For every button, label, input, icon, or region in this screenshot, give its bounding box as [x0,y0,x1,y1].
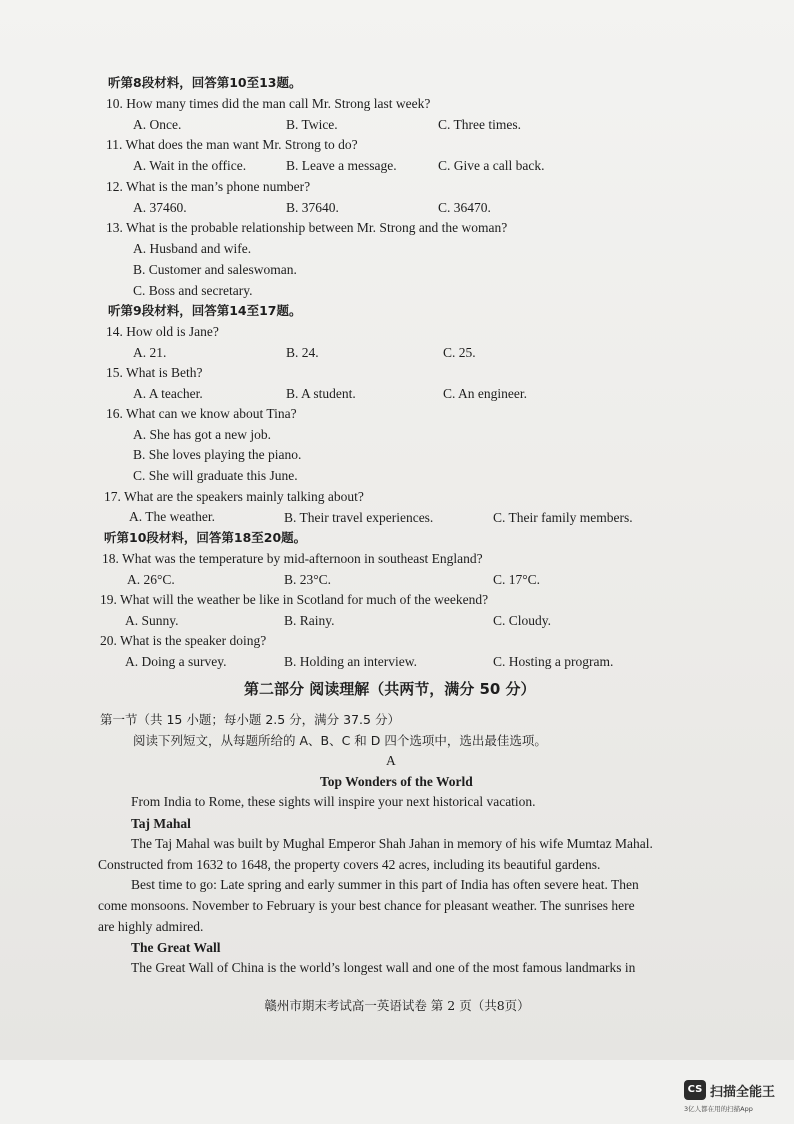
scanner-logo-icon: CS [684,1080,706,1100]
question-13: 13. What is the probable relationship between Mr. Strong and the woman? [106,220,508,235]
option-10-b: B. Twice. [286,117,338,132]
option-13-b: B. Customer and saleswoman. [133,262,297,277]
option-13-c: C. Boss and secretary. [133,283,253,298]
option-11-a: A. Wait in the office. [133,158,247,173]
reading-instruction: 阅读下列短文，从每题所给的 A、B、C 和 D 四个选项中，选出最佳选项。 [133,733,547,748]
passage-title: Top Wonders of the World [320,774,473,789]
option-12-c: C. 36470. [438,200,491,215]
taj-paragraph-1-line-1: The Taj Mahal was built by Mughal Emperor Shah Jahan in memory of his wife Mumtaz Mahal. [131,836,653,851]
option-20-c: C. Hosting a program. [493,654,614,669]
wall-paragraph-line-1: The Great Wall of China is the world’s longest wall and one of the most famous landmarks in [131,960,636,975]
option-13-a: A. Husband and wife. [133,241,252,256]
part2-title: 第二部分 阅读理解（共两节，满分 50 分） [244,680,536,698]
scanner-tagline: 3亿人都在用的扫描App [684,1105,753,1113]
section1-heading: 第一节（共 15 小题；每小题 2.5 分，满分 37.5 分） [100,712,400,727]
option-14-b: B. 24. [286,345,319,360]
wall-heading: The Great Wall [131,940,221,955]
option-16-c: C. She will graduate this June. [133,468,298,483]
section-intro-9: 听第9段材料，回答第14至17题。 [108,303,302,318]
option-19-c: C. Cloudy. [493,613,552,628]
question-10: 10. How many times did the man call Mr. Strong last week? [106,96,431,111]
taj-paragraph-2-line-1: Best time to go: Late spring and early summer in this part of India has often severe heat. Then [131,877,639,892]
question-18: 18. What was the temperature by mid-afternoon in southeast England? [102,551,483,566]
passage-letter: A [386,753,396,768]
option-18-b: B. 23°C. [284,572,332,587]
option-17-b: B. Their travel experiences. [284,510,434,525]
taj-paragraph-2-line-2: come monsoons. November to February is your best chance for pleasant weather. The sunrises here [98,898,635,913]
page-footer: 赣州市期末考试高一英语试卷 第 2 页（共8页） [264,998,530,1013]
option-11-c: C. Give a call back. [438,158,545,173]
scanner-watermark [684,1078,794,1118]
option-19-b: B. Rainy. [284,613,335,628]
option-12-b: B. 37640. [286,200,339,215]
option-16-b: B. She loves playing the piano. [133,447,302,462]
option-19-a: A. Sunny. [125,613,179,628]
passage-intro: From India to Rome, these sights will inspire your next historical vacation. [131,794,536,809]
question-11: 11. What does the man want Mr. Strong to do? [106,137,358,152]
taj-paragraph-2-line-3: are highly admired. [98,919,204,934]
option-18-c: C. 17°C. [493,572,541,587]
option-20-a: A. Doing a survey. [125,654,227,669]
option-18-a: A. 26°C. [127,572,175,587]
option-14-c: C. 25. [443,345,476,360]
option-16-a: A. She has got a new job. [133,427,271,442]
question-16: 16. What can we know about Tina? [106,406,297,421]
scanner-app-name: 扫描全能王 [710,1085,776,1100]
option-15-a: A. A teacher. [133,386,203,401]
option-10-c: C. Three times. [438,117,521,132]
option-15-c: C. An engineer. [443,386,527,401]
question-20: 20. What is the speaker doing? [100,633,267,648]
option-10-a: A. Once. [133,117,182,132]
option-12-a: A. 37460. [133,200,187,215]
taj-paragraph-1-line-2: Constructed from 1632 to 1648, the property covers 42 acres, including its beautiful gardens. [98,857,601,872]
question-14: 14. How old is Jane? [106,324,219,339]
question-12: 12. What is the man’s phone number? [106,179,311,194]
section-intro-10: 听第10段材料，回答第18至20题。 [104,530,307,545]
option-15-b: B. A student. [286,386,356,401]
option-14-a: A. 21. [133,345,167,360]
question-19: 19. What will the weather be like in Scotland for much of the weekend? [100,592,489,607]
option-17-a: A. The weather. [129,509,215,524]
question-17: 17. What are the speakers mainly talking about? [104,489,364,504]
option-11-b: B. Leave a message. [286,158,397,173]
taj-heading: Taj Mahal [131,816,191,831]
option-17-c: C. Their family members. [493,510,633,525]
question-15: 15. What is Beth? [106,365,203,380]
option-20-b: B. Holding an interview. [284,654,417,669]
section-intro-8: 听第8段材料，回答第10至13题。 [108,75,302,90]
